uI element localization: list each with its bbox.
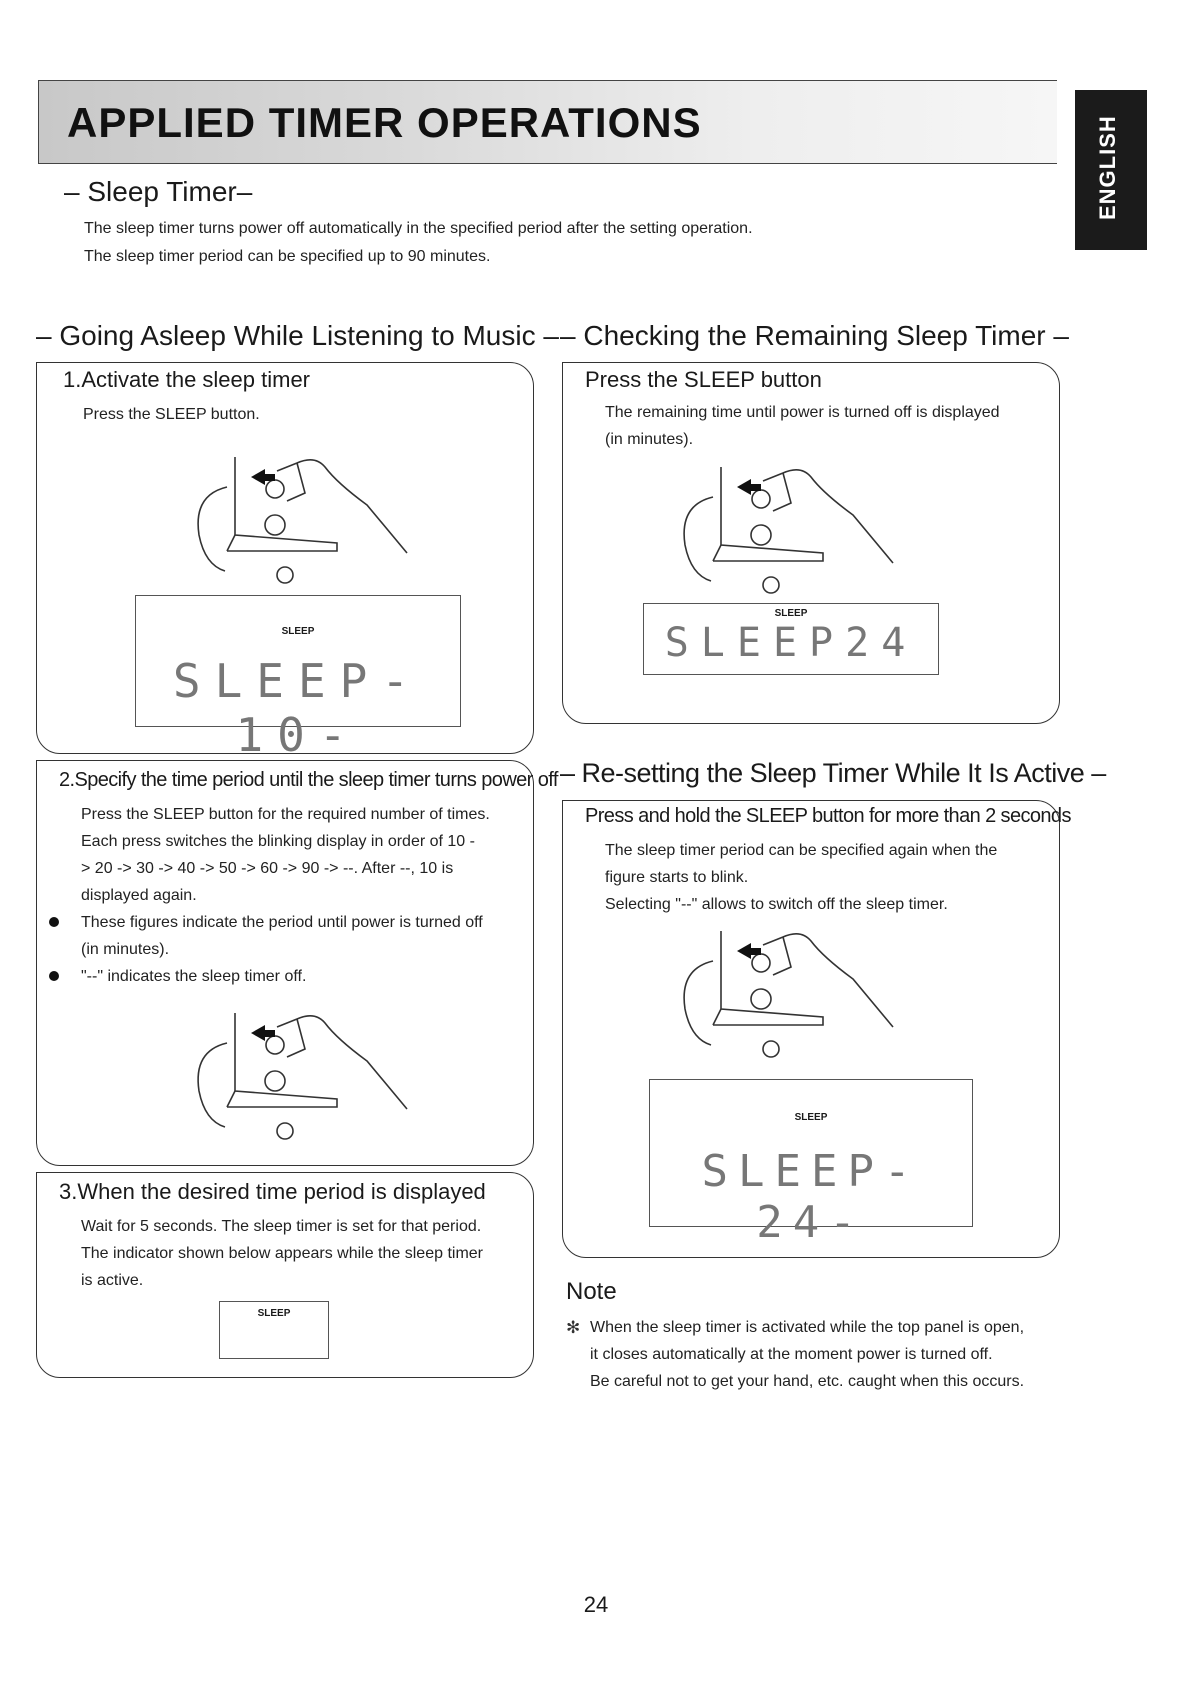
step1-lcd-display bbox=[135, 595, 461, 762]
step3-line-1: Wait for 5 seconds. The sleep timer is set for that period. bbox=[81, 1218, 482, 1235]
note-marker-icon: ✻ bbox=[566, 1318, 581, 1337]
language-tab bbox=[1075, 90, 1147, 250]
sleep-indicator-label: SLEEP bbox=[257, 1308, 291, 1319]
sleep-timer-heading: – Sleep Timer– bbox=[64, 176, 253, 207]
step2-line-2: Each press switches the blinking display in order of 10 - bbox=[81, 833, 475, 850]
intro-line-1: The sleep timer turns power off automatically in the specified period after the setting operation. bbox=[84, 220, 753, 237]
note-line-2: it closes automatically at the moment power is turned off. bbox=[590, 1346, 993, 1363]
step3-box bbox=[36, 1172, 534, 1378]
step2-title: 2.Specify the time period until the sleep timer turns power off bbox=[59, 769, 558, 791]
step2-line-4: displayed again. bbox=[81, 887, 197, 904]
title-banner bbox=[38, 80, 1057, 164]
checking-lcd-label: SLEEP bbox=[774, 608, 808, 619]
press-sleep-illustration bbox=[187, 1003, 427, 1143]
step1-box bbox=[36, 362, 534, 762]
resetting-box bbox=[562, 800, 1071, 1258]
note-line-1: When the sleep timer is activated while the top panel is open, bbox=[590, 1319, 1025, 1336]
resetting-line-3: Selecting "--" allows to switch off the sleep timer. bbox=[605, 896, 948, 913]
step2-line-3: > 20 -> 30 -> 40 -> 50 -> 60 -> 90 -> --. After --, 10 is bbox=[81, 860, 454, 877]
checking-box-title: Press the SLEEP button bbox=[585, 367, 822, 392]
resetting-heading: – Re-setting the Sleep Timer While It Is Active – bbox=[560, 758, 1106, 788]
note-line-3: Be careful not to get your hand, etc. caught when this occurs. bbox=[590, 1373, 1025, 1390]
step2-bullet-1-line-2: (in minutes). bbox=[81, 941, 170, 958]
resetting-line-1: The sleep timer period can be specified again when the bbox=[605, 842, 998, 859]
bullet-icon bbox=[49, 971, 59, 981]
press-sleep-illustration bbox=[673, 921, 913, 1061]
page-number: 24 bbox=[583, 1592, 609, 1617]
step2-bullet-2: "--" indicates the sleep timer off. bbox=[81, 968, 307, 985]
bullet-icon bbox=[49, 917, 59, 927]
note-heading: Note bbox=[566, 1278, 617, 1305]
press-sleep-illustration bbox=[187, 447, 427, 587]
step1-lcd-label: SLEEP bbox=[281, 626, 315, 637]
checking-box bbox=[562, 362, 1060, 724]
resetting-lcd-label: SLEEP bbox=[794, 1112, 828, 1123]
page-title: APPLIED TIMER OPERATIONS bbox=[67, 99, 702, 146]
going-asleep-heading: – Going Asleep While Listening to Music – bbox=[36, 320, 559, 351]
sleep-indicator-display bbox=[219, 1301, 329, 1359]
checking-lcd-digits: SLEEP24 bbox=[664, 620, 918, 666]
intro-line-2: The sleep timer period can be specified up to 90 minutes. bbox=[84, 248, 491, 265]
checking-line-1: The remaining time until power is turned off is displayed bbox=[605, 404, 1000, 421]
checking-line-2: (in minutes). bbox=[605, 431, 694, 448]
step3-line-3: is active. bbox=[81, 1272, 144, 1289]
step2-box bbox=[36, 760, 558, 1166]
step2-line-1: Press the SLEEP button for the required number of times. bbox=[81, 806, 490, 823]
checking-heading: – Checking the Remaining Sleep Timer – bbox=[560, 320, 1069, 351]
resetting-lcd-digits: SLEEP-24- bbox=[701, 1146, 921, 1248]
step2-bullet-1-line-1: These figures indicate the period until power is turned off bbox=[81, 914, 483, 931]
step3-title: 3.When the desired time period is displayed bbox=[59, 1179, 486, 1204]
resetting-lcd-display bbox=[649, 1079, 973, 1248]
resetting-line-2: figure starts to blink. bbox=[605, 869, 749, 886]
checking-lcd-display bbox=[643, 603, 939, 675]
step1-lcd-digits: SLEEP-10- bbox=[172, 654, 424, 762]
resetting-box-title: Press and hold the SLEEP button for more than 2 seconds bbox=[585, 805, 1071, 827]
step1-text: Press the SLEEP button. bbox=[83, 406, 260, 423]
step1-title: 1.Activate the sleep timer bbox=[63, 367, 311, 392]
step3-line-2: The indicator shown below appears while the sleep timer bbox=[81, 1245, 483, 1262]
press-sleep-illustration bbox=[673, 457, 913, 597]
language-tab-label: ENGLISH bbox=[1095, 115, 1120, 220]
